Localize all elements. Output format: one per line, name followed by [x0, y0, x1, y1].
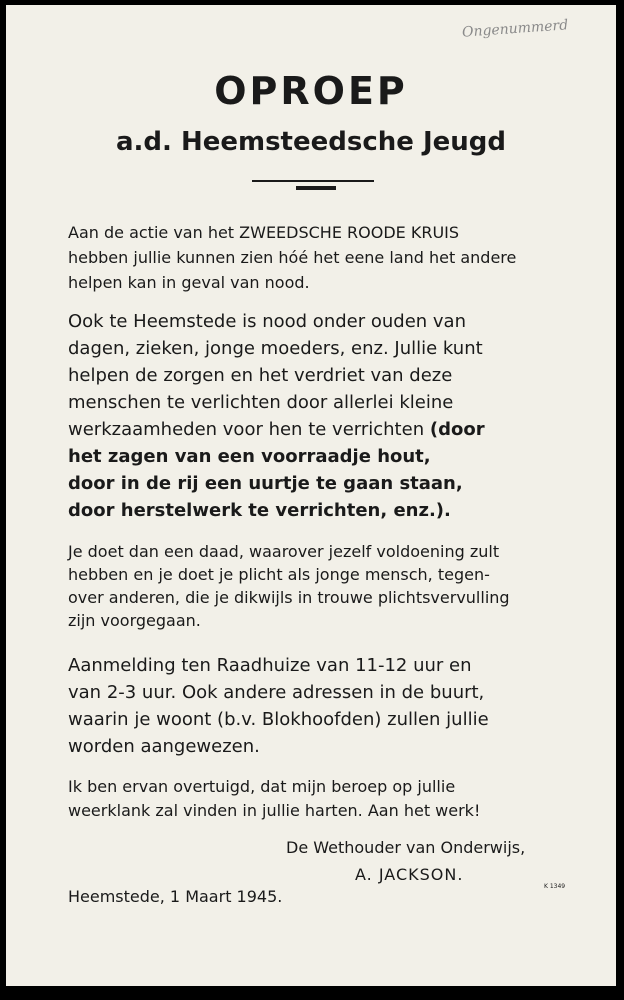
text-line: Aanmelding ten Raadhuize van 11-12 uur en	[68, 655, 472, 676]
text-normal: werkzaamheden voor hen te verrichten	[68, 419, 425, 440]
text-line: helpen de zorgen en het verdriet van deze	[68, 365, 453, 386]
print-reference: K 1349	[544, 883, 566, 890]
decorative-rule-bar	[296, 186, 336, 190]
poster-sheet	[6, 5, 616, 986]
text-bold: (door	[429, 419, 485, 440]
text-line-bold: door herstelwerk te verrichten, enz.).	[68, 500, 451, 521]
poster-subtitle: a.d. Heemsteedsche Jeugd	[116, 127, 506, 157]
text-line: hebben jullie kunnen zien hóé het eene land het andere	[68, 248, 517, 267]
text-line: worden aangewezen.	[68, 736, 260, 757]
text-line: dagen, zieken, jonge moeders, enz. Jullie kunt	[68, 338, 483, 359]
paragraph-need-in-heemstede	[68, 308, 566, 524]
text-line: van 2-3 uur. Ook andere adressen in de buurt,	[68, 682, 485, 703]
text-line: waarin je woont (b.v. Blokhoofden) zullen jullie	[68, 709, 489, 730]
text-line-bold: door in de rij een uurtje te gaan staan,	[68, 473, 463, 494]
text-line: menschen te verlichten door allerlei kleine	[68, 392, 454, 413]
text-line: helpen kan in geval van nood.	[68, 273, 310, 292]
paragraph-closing	[68, 775, 566, 823]
signatory-name: A. JACKSON.	[355, 865, 464, 884]
text-line: hebben en je doet je plicht als jonge mensch, tegen-	[68, 565, 490, 584]
text-line: Aan de actie van het ZWEEDSCHE ROODE KRUIS	[68, 223, 460, 242]
signatory-title: De Wethouder van Onderwijs,	[286, 838, 526, 857]
text-line: Ik ben ervan overtuigd, dat mijn beroep op jullie	[68, 777, 456, 796]
text-line: Ook te Heemstede is nood onder ouden van	[68, 311, 466, 332]
paragraph-red-cross	[68, 220, 566, 295]
text-line-bold: het zagen van een voorraadje hout,	[68, 446, 431, 467]
paragraph-registration	[68, 652, 566, 760]
poster-title: OPROEP	[214, 69, 408, 113]
place-and-date: Heemstede, 1 Maart 1945.	[68, 887, 283, 906]
handwritten-note: Ongenummerd	[461, 17, 569, 41]
text-line: zijn voorgegaan.	[68, 611, 201, 630]
text-line: Je doet dan een daad, waarover jezelf voldoening zult	[68, 542, 500, 561]
decorative-rule	[252, 180, 374, 182]
text-line-mixed	[68, 416, 566, 443]
paragraph-duty	[68, 540, 566, 632]
text-line: over anderen, die je dikwijls in trouwe plichtsvervulling	[68, 588, 510, 607]
text-line: weerklank zal vinden in jullie harten. Aan het werk!	[68, 801, 481, 820]
